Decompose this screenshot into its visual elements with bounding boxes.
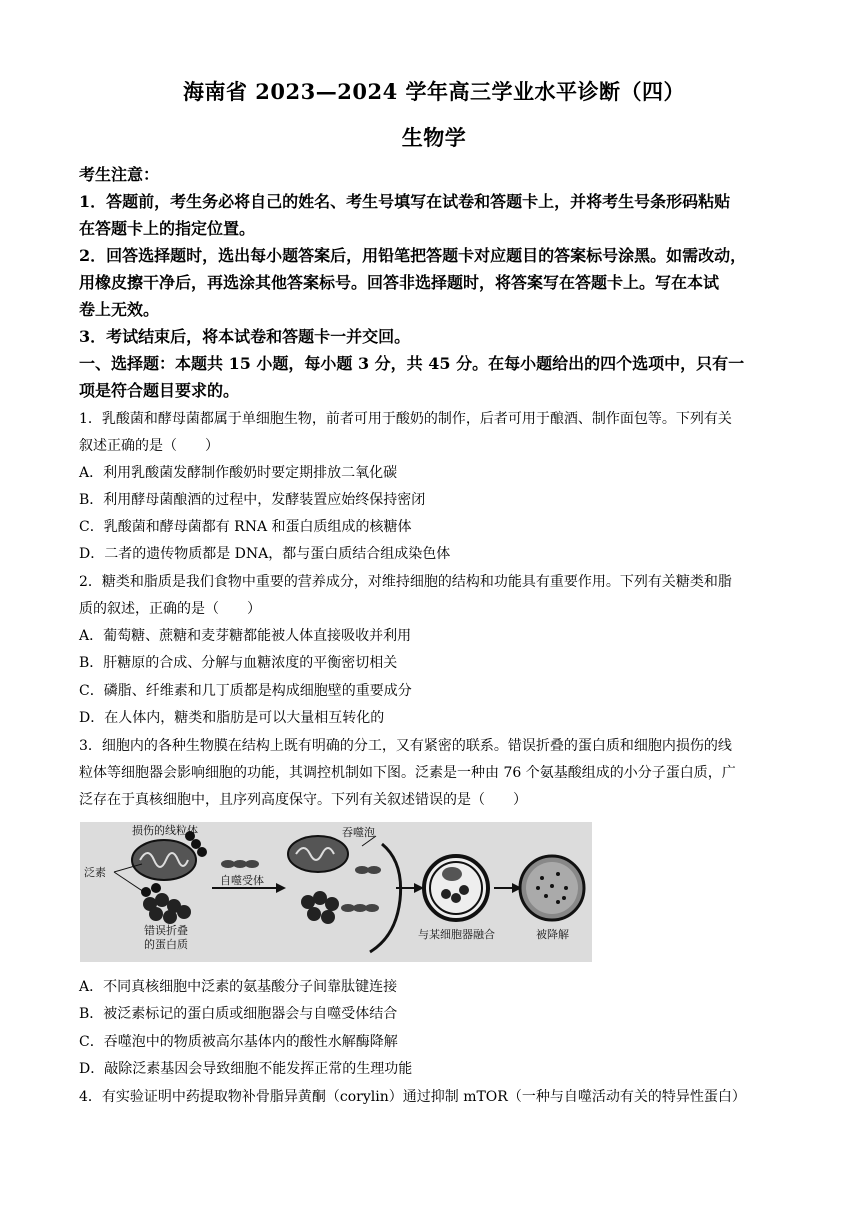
degraded-vesicle-icon [520, 856, 584, 920]
section-heading: 项是符合题目要求的。 [79, 381, 240, 400]
option-b: B．被泛素标记的蛋白质或细胞器会与自噬受体结合 [79, 1006, 398, 1022]
subject-title: 生物学 [401, 125, 467, 150]
question-stem: 2．糖类和脂质是我们食物中重要的营养成分，对维持细胞的结构和功能具有重要作用。下列有关糖类和脂 [79, 574, 732, 590]
label-misfolded-2: 的蛋白质 [144, 938, 188, 951]
question-stem: 粒体等细胞器会影响细胞的功能，其调控机制如下图。泛素是一种由 76 个氨基酸组成的小分子蛋白质，广 [79, 765, 736, 781]
phagophore-icon [370, 844, 401, 952]
option-b: B．利用酵母菌酿酒的过程中，发酵装置应始终保持密闭 [79, 492, 426, 508]
label-receptor: 自噬受体 [220, 874, 264, 887]
exam-title: 海南省 2023—2024 学年高三学业水平诊断（四） [182, 79, 685, 104]
section-heading: 一、选择题：本题共 15 小题，每小题 3 分，共 45 分。在每小题给出的四个选项中，只有一 [79, 354, 745, 373]
label-degraded: 被降解 [536, 928, 569, 941]
notice-line: 在答题卡上的指定位置。 [79, 219, 256, 238]
notice-line: 3．考试结束后，将本试卷和答题卡一并交回。 [79, 327, 411, 346]
label-ubiquitin: 泛素 [84, 866, 106, 879]
label-damaged-mito: 损伤的线粒体 [132, 824, 198, 837]
label-fusion: 与某细胞器融合 [418, 928, 495, 941]
notice-line: 卷上无效。 [79, 300, 160, 319]
option-d: D．敲除泛素基因会导致细胞不能发挥正常的生理功能 [79, 1061, 413, 1077]
option-c: C．乳酸菌和酵母菌都有 RNA 和蛋白质组成的核糖体 [79, 519, 412, 535]
question-stem: 泛存在于真核细胞中，且序列高度保守。下列有关叙述错误的是（ ） [79, 792, 527, 808]
label-misfolded-1: 错误折叠 [144, 924, 188, 937]
question-stem: 叙述正确的是（ ） [79, 438, 219, 454]
damaged-mitochondrion-icon [132, 831, 207, 880]
autophagy-receptor-icon [221, 860, 259, 868]
label-autophagosome: 吞噬泡 [342, 826, 375, 839]
question-stem: 3．细胞内的各种生物膜在结构上既有明确的分工，又有紧密的联系。错误折叠的蛋白质和细胞内损伤的线 [79, 738, 732, 754]
tagged-cargo-icon [288, 836, 381, 924]
autophagy-figure [80, 822, 592, 962]
autophagy-diagram [80, 822, 592, 962]
question-stem: 1．乳酸菌和酵母菌都属于单细胞生物，前者可用于酸奶的制作，后者可用于酿酒、制作面包等。下列有关 [79, 411, 732, 427]
misfolded-protein-icon [141, 883, 191, 924]
notice-line: 1．答题前，考生务必将自己的姓名、考生号填写在试卷和答题卡上，并将考生号条形码粘贴 [79, 192, 731, 211]
option-a: A．不同真核细胞中泛素的氨基酸分子间靠肽键连接 [79, 979, 398, 995]
autophagosome-icon [424, 856, 488, 920]
option-d: D．在人体内，糖类和脂肪是可以大量相互转化的 [79, 710, 385, 726]
option-c: C．吞噬泡中的物质被高尔基体内的酸性水解酶降解 [79, 1034, 398, 1050]
option-a: A．利用乳酸菌发酵制作酸奶时要定期排放二氧化碳 [79, 465, 398, 481]
question-stem: 4．有实验证明中药提取物补骨脂异黄酮（corylin）通过抑制 mTOR（一种与自噬活动有关的特异性蛋白） [79, 1089, 746, 1105]
option-c: C．磷脂、纤维素和几丁质都是构成细胞壁的重要成分 [79, 683, 412, 699]
notice-heading: 考生注意： [79, 165, 160, 184]
notice-line: 用橡皮擦干净后，再选涂其他答案标号。回答非选择题时，将答案写在答题卡上。写在本试 [79, 273, 720, 292]
notice-line: 2．回答选择题时，选出每小题答案后，用铅笔把答题卡对应题目的答案标号涂黑。如需改动， [79, 246, 747, 265]
question-stem: 质的叙述，正确的是（ ） [79, 601, 261, 617]
option-b: B．肝糖原的合成、分解与血糖浓度的平衡密切相关 [79, 655, 398, 671]
option-a: A．葡萄糖、蔗糖和麦芽糖都能被人体直接吸收并利用 [79, 628, 412, 644]
option-d: D．二者的遗传物质都是 DNA，都与蛋白质结合组成染色体 [79, 546, 451, 562]
